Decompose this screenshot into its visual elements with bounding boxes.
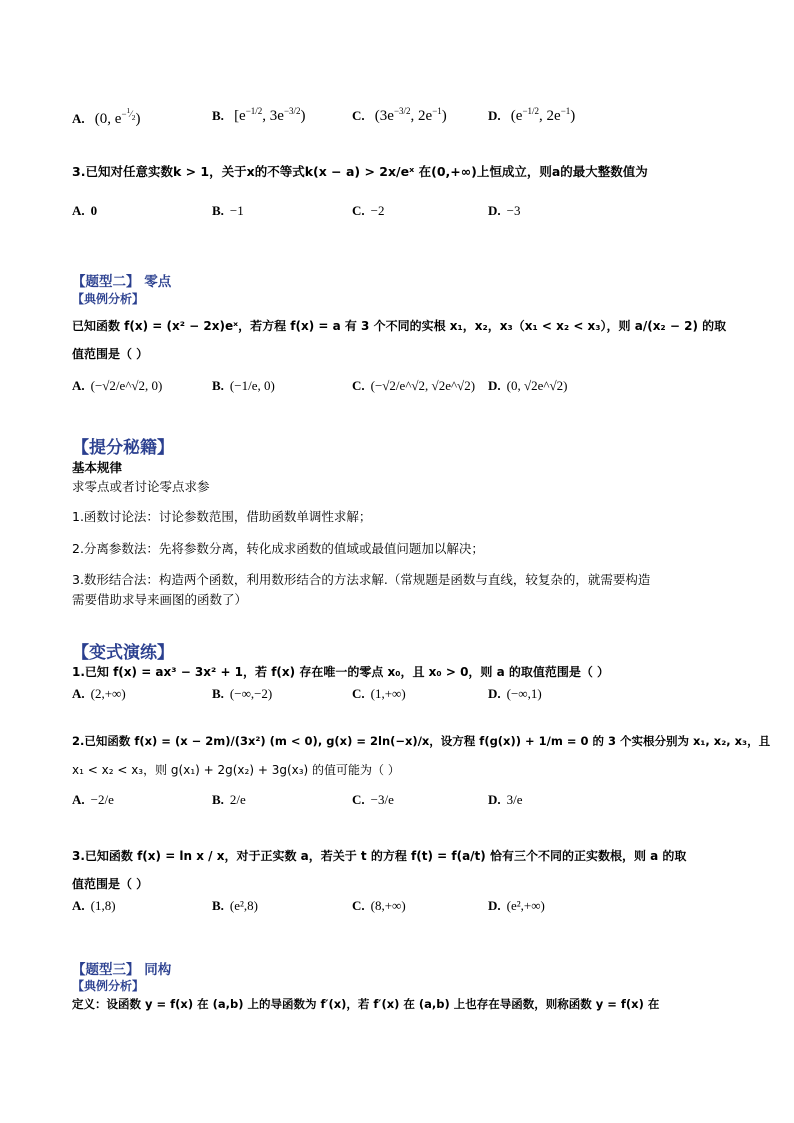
tips-title: 【提分秘籍】 <box>72 438 174 458</box>
choice-c: C. (1,+∞) <box>352 686 406 701</box>
practice-2-text-a: 2.已知函数 f(x) = (x − 2m)/(3x²) (m < 0), g(x) = 2ln(−x)/x，设方程 f(g(x)) + 1/m = 0 的 3 个实根分别为 x₁, x₂, x₃，且 <box>72 734 771 748</box>
choice-c: C. (8,+∞) <box>352 898 406 913</box>
choice-b: B. −1 <box>212 203 244 218</box>
section-title-type3: 【题型三】 同构 <box>72 962 172 978</box>
practice-1-text: 1.已知 f(x) = ax³ − 3x² + 1，若 f(x) 存在唯一的零点 x₀，且 x₀ > 0，则 a 的取值范围是（ ） <box>72 665 610 679</box>
choice-a: A. −2/e <box>72 792 114 807</box>
type2-problem-line1: 已知函数 f(x) = (x² − 2x)eˣ，若方程 f(x) = a 有 3 个不同的实根 x₁，x₂，x₃（x₁ < x₂ < x₃），则 a/(x₂ − 2) 的取 <box>72 319 727 333</box>
example-heading: 【典例分析】 <box>72 292 145 306</box>
practice-3-text-b: 值范围是（ ） <box>72 877 149 891</box>
choice-b: B. (−1/e, 0) <box>212 378 275 393</box>
choice-c: C. (−√2/e^√2, √2e^√2) <box>352 378 476 393</box>
choice-d: D. (−∞,1) <box>488 686 542 701</box>
choice-d: D. −3 <box>488 203 521 218</box>
tips-line0: 求零点或者讨论零点求参 <box>72 479 210 494</box>
choice-a: A. (1,8) <box>72 898 116 913</box>
example-heading-type3: 【典例分析】 <box>72 979 145 993</box>
tips-line3b: 需要借助求导来画图的函数了） <box>72 592 248 607</box>
question-3-text: 3.已知对任意实数k > 1，关于x的不等式k(x − a) > 2x/eˣ 在(0,+∞)上恒成立，则a的最大整数值为 <box>72 164 648 179</box>
tips-subtitle: 基本规律 <box>72 460 123 475</box>
choice-d: D. (0, √2e^√2) <box>488 378 568 393</box>
choice-a: A. (−√2/e^√2, 0) <box>72 378 163 393</box>
tips-line3a: 3.数形结合法：构造两个函数，利用数形结合的方法求解.（常规题是函数与直线，较复杂的，就需要构造 <box>72 572 651 587</box>
choice-a: A. (2,+∞) <box>72 686 126 701</box>
type3-definition: 定义：设函数 y = f(x) 在 (a,b) 上的导函数为 f′(x)，若 f′(x) 在 (a,b) 上也存在导函数，则称函数 y = f(x) 在 <box>72 997 660 1011</box>
choice-c: C. −2 <box>352 203 385 218</box>
practice-2-text-b: x₁ < x₂ < x₃，则 g(x₁) + 2g(x₂) + 3g(x₃) 的值可能为（ ） <box>72 763 400 777</box>
choice-d: D. (e²,+∞) <box>488 898 545 913</box>
choice-c: C. −3/e <box>352 792 394 807</box>
choice-d: D. 3/e <box>488 792 523 807</box>
section-title-type2: 【题型二】 零点 <box>72 274 172 290</box>
choice-b: B. 2/e <box>212 792 246 807</box>
type2-problem-line2: 值范围是（ ） <box>72 347 149 361</box>
practice-3-text-a: 3.已知函数 f(x) = ln x / x，对于正实数 a，若关于 t 的方程 f(t) = f(a/t) 恰有三个不同的正实数根，则 a 的取 <box>72 849 687 863</box>
choice-b: B. [$e^{-1/2}$, $3e^{-3/2}$) <box>212 106 306 124</box>
choice-a: A. 0 <box>72 203 98 218</box>
tips-line2: 2.分离参数法：先将参数分离，转化成求函数的值域或最值问题加以解决； <box>72 541 484 556</box>
choice-a: A. (0, $e^{-^1⁄_2}$) <box>72 106 141 127</box>
choice-b: B. (−∞,−2) <box>212 686 273 701</box>
tips-line1: 1.函数讨论法：讨论参数范围，借助函数单调性求解； <box>72 509 372 524</box>
choice-b: B. (e²,8) <box>212 898 258 913</box>
choice-c: C. ($3e^{-3/2}$, $2e^{-1}$) <box>352 106 447 124</box>
choice-d: D. ($e^{-1/2}$, $2e^{-1}$) <box>488 106 576 124</box>
practice-title: 【变式演练】 <box>72 643 174 663</box>
